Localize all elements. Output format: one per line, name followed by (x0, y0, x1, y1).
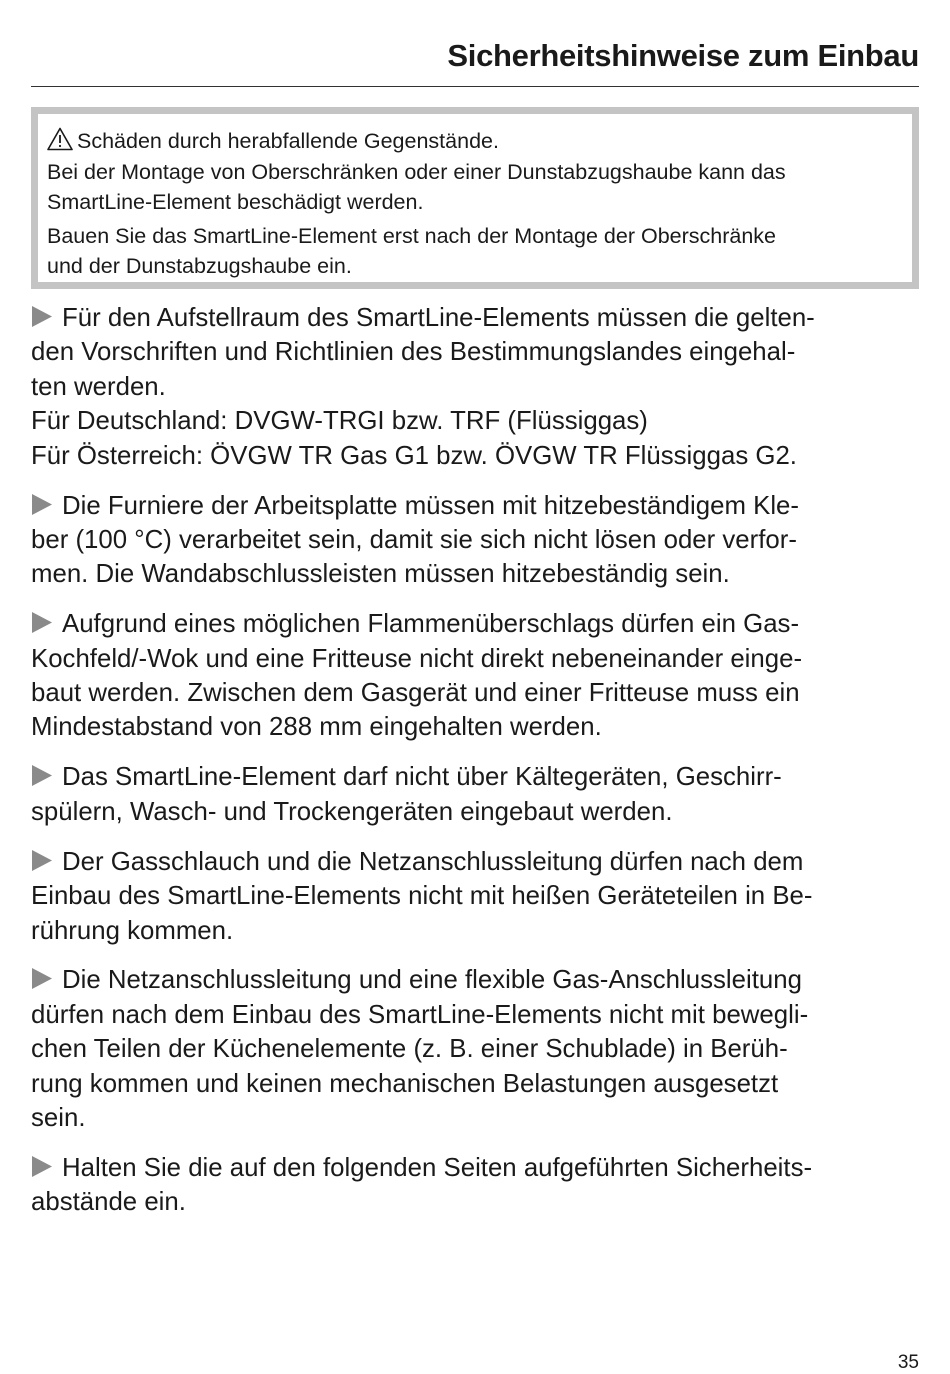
warning-line: Bei der Montage von Oberschränken oder einer Dunstabzugshaube kann das (47, 159, 786, 184)
instruction-item (31, 963, 926, 1135)
instruction-line: rung kommen und keinen mechanischen Belastungen ausgesetzt (31, 1069, 779, 1098)
instruction-line: abstände ein. (31, 1188, 186, 1217)
warning-headline-line (47, 126, 912, 157)
arrow-right-icon (31, 764, 53, 787)
instruction-line: Für Deutschland: DVGW-TRGI bzw. TRF (Flüssiggas) (31, 407, 648, 436)
arrow-right-icon (31, 493, 53, 516)
arrow-right-icon (31, 305, 53, 328)
warning-headline: Schäden durch herabfallende Gegenstände. (77, 129, 499, 153)
arrow-right-icon (31, 1155, 53, 1178)
instruction-line: Das SmartLine-Element darf nicht über Kältegeräten, Geschirr- (31, 760, 926, 794)
instruction-line: spülern, Wasch- und Trockengeräten eingebaut werden. (31, 797, 673, 826)
instruction-line: Der Gasschlauch und die Netzanschlussleitung dürfen nach dem (31, 845, 926, 879)
header-rule (31, 86, 919, 87)
warning-box (31, 107, 919, 289)
instruction-item (31, 1151, 926, 1220)
instruction-item (31, 301, 926, 473)
instruction-line: ber (100 °C) verarbeitet sein, damit sie sich nicht lösen oder verfor- (31, 525, 797, 554)
instruction-line: Mindestabstand von 288 mm eingehalten werden. (31, 713, 602, 742)
instruction-line: chen Teilen der Küchenelemente (z. B. einer Schublade) in Berüh- (31, 1035, 788, 1064)
instruction-line: Kochfeld/-Wok und eine Fritteuse nicht direkt nebeneinander einge- (31, 644, 803, 673)
instruction-item (31, 607, 926, 745)
instruction-line: den Vorschriften und Richtlinien des Bestimmungslandes eingehal- (31, 338, 796, 367)
instruction-item (31, 760, 926, 829)
instruction-line: rührung kommen. (31, 916, 234, 945)
instruction-line: baut werden. Zwischen dem Gasgerät und einer Fritteuse muss ein (31, 679, 800, 708)
instruction-list (31, 301, 926, 1235)
arrow-right-icon (31, 849, 53, 872)
instruction-line: Für Österreich: ÖVGW TR Gas G1 bzw. ÖVGW TR Flüssiggas G2. (31, 441, 797, 470)
page-number: 35 (897, 1352, 919, 1373)
instruction-line: Die Furniere der Arbeitsplatte müssen mit hitzebeständigem Kle- (31, 489, 926, 523)
instruction-line: ten werden. (31, 372, 166, 401)
warning-line: SmartLine-Element beschädigt werden. (47, 190, 424, 214)
instruction-line: Halten Sie die auf den folgenden Seiten aufgeführten Sicherheits- (31, 1151, 926, 1185)
arrow-right-icon (31, 967, 53, 990)
instruction-line: dürfen nach dem Einbau des SmartLine-Elements nicht mit bewegli- (31, 1000, 809, 1029)
warning-line: und der Dunstabzugshaube ein. (47, 254, 352, 278)
instruction-line: sein. (31, 1104, 86, 1133)
instruction-line: Für den Aufstellraum des SmartLine-Elements müssen die gelten- (31, 301, 926, 335)
page-title: Sicherheitshinweise zum Einbau (447, 38, 919, 73)
arrow-right-icon (31, 611, 53, 634)
instruction-line: Die Netzanschlussleitung und eine flexible Gas-Anschlussleitung (31, 963, 926, 997)
instruction-item (31, 489, 926, 592)
instruction-line: men. Die Wandabschlussleisten müssen hitzebeständig sein. (31, 560, 730, 589)
instruction-item (31, 845, 926, 948)
warning-line: Bauen Sie das SmartLine-Element erst nach der Montage der Oberschränke (47, 223, 777, 248)
instruction-line: Einbau des SmartLine-Elements nicht mit heißen Geräteteilen in Be- (31, 882, 813, 911)
instruction-line: Aufgrund eines möglichen Flammenüberschlags dürfen ein Gas- (31, 607, 926, 641)
warning-triangle-icon (47, 127, 73, 151)
